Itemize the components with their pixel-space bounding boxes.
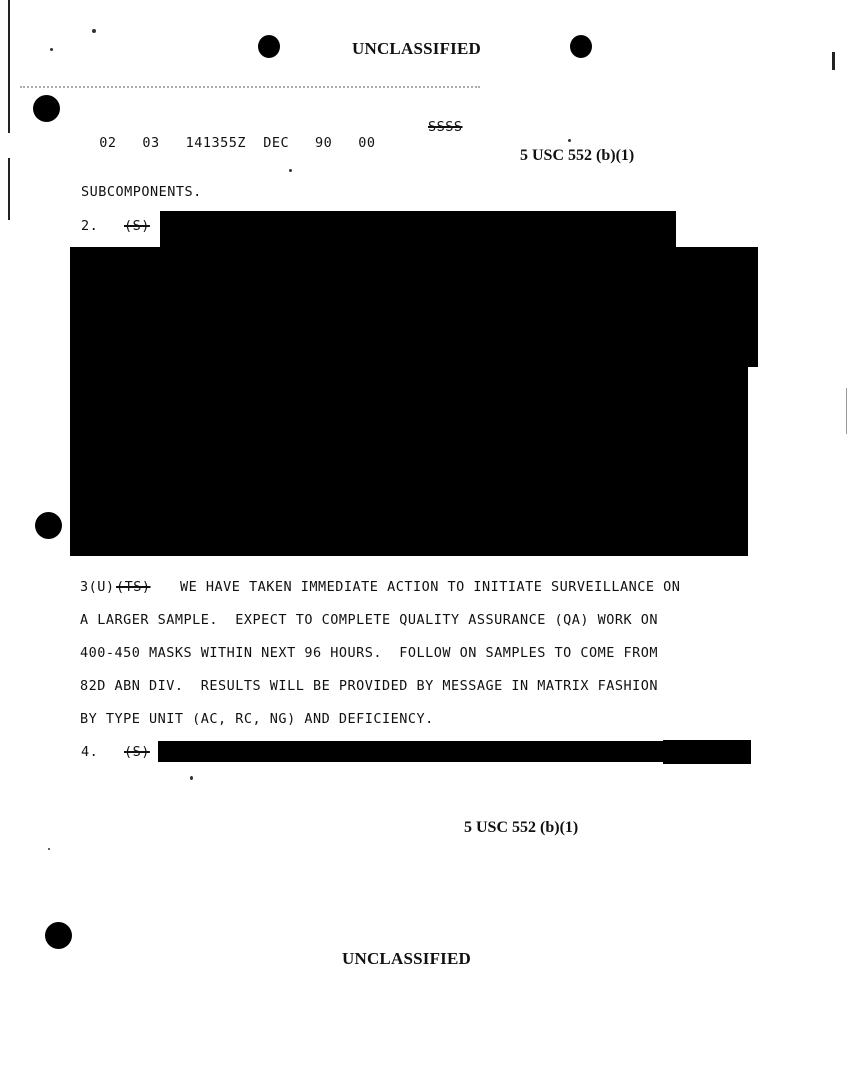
scan-edge-line-right [846,388,847,434]
dtg-field: 02 [99,135,117,151]
scan-speck [50,48,53,51]
dtg-field: DEC [263,135,290,151]
para3-struck-mark: (TS) [116,579,151,595]
scan-speck [568,139,571,142]
redaction-block [160,211,676,248]
punch-hole [45,922,72,949]
para3-line: WE HAVE TAKEN IMMEDIATE ACTION TO INITIATE SURVEILLANCE ON [180,579,681,595]
para3-line: 82D ABN DIV. RESULTS WILL BE PROVIDED BY MESSAGE IN MATRIX FASHION [80,678,659,694]
scan-edge-line-top [8,0,10,133]
classification-header: UNCLASSIFIED [352,39,481,58]
dtg-field: 141355Z [185,135,246,151]
punch-hole [33,95,60,122]
scan-mark-right [832,52,835,70]
redaction-block [663,740,751,764]
dtg-field: 90 [315,135,333,151]
para3-number: 3(U) [80,579,115,595]
scan-edge-line-mid [8,158,10,220]
redaction-block [158,741,664,762]
para3-line: 400-450 MASKS WITHIN NEXT 96 HOURS. FOLLOW ON SAMPLES TO COME FROM [80,645,659,661]
scan-speck [48,848,50,850]
scan-speck [289,169,292,172]
scan-speck [92,29,96,33]
para2-classification-mark: (S) [124,218,150,234]
para4-number: 4. [81,744,99,760]
exemption-bottom: 5 USC 552 (b)(1) [464,819,579,836]
cut-off-text-line [20,86,480,91]
line-subcomponents: SUBCOMPONENTS. [81,184,202,200]
dtg-field: 00 [358,135,376,151]
punch-hole [258,35,280,58]
struck-marking: SSSS [428,119,463,135]
para3-line: BY TYPE UNIT (AC, RC, NG) AND DEFICIENCY. [80,711,434,727]
classification-footer: UNCLASSIFIED [342,949,471,968]
punch-hole [35,512,62,539]
punch-hole [570,35,592,58]
exemption-top: 5 USC 552 (b)(1) [520,147,635,164]
redaction-block [70,247,758,367]
para2-number: 2. [81,218,99,234]
para3-line: A LARGER SAMPLE. EXPECT TO COMPLETE QUALITY ASSURANCE (QA) WORK ON [80,612,659,628]
dtg-line [82,119,375,151]
redaction-block [70,365,748,556]
para4-classification-mark: (S) [124,744,150,760]
dtg-field: 03 [142,135,160,151]
scan-speck [190,776,193,780]
